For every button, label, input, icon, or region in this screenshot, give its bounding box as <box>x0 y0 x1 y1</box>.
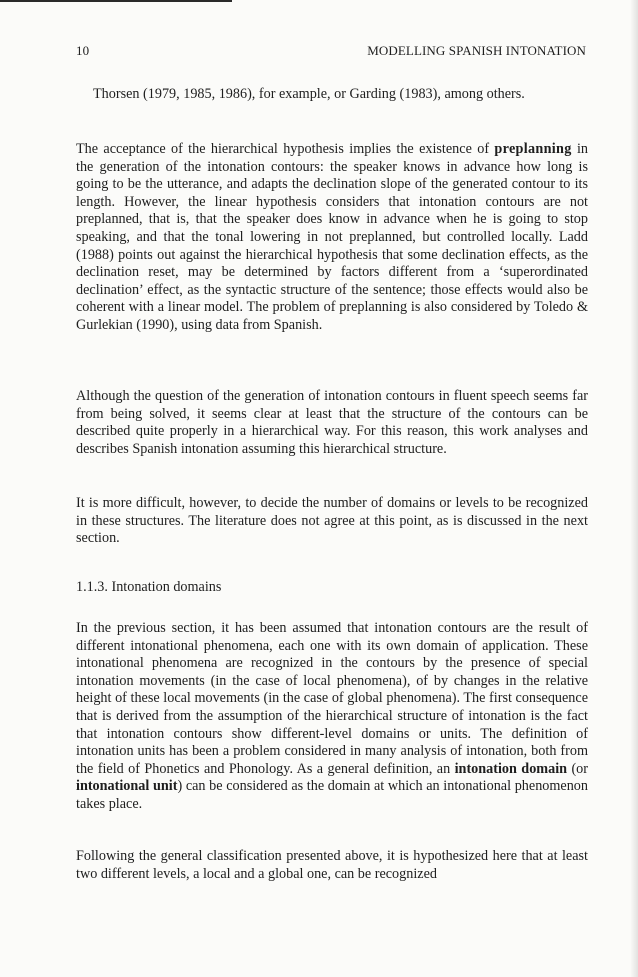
paragraph-intonation-domains <box>76 620 588 814</box>
section-heading: 1.1.3. Intonation domains <box>76 579 222 595</box>
term-intonational-unit: intonational unit <box>76 778 178 795</box>
page-edge-shadow <box>630 0 638 977</box>
paragraph-levels: Following the general classification presented above, it is hypothesized here that at least two different levels, a local and a global one, can be recognized <box>76 848 588 882</box>
paragraph-text: In the previous section, it has been assumed that intonation contours are the result of different intonational phenomena, each one with its own domain of application. These intonational phenomena are recognized in the contours by the presence of special intonation movements (in the case of local phenomena), of by changes in the relative height of these local movements (in the case of global phenomena). The first consequence that is derived from the assumption of the hierarchical structure of intonation is the fact that intonation contours show different-level domains or units. The definition of intonation units has been a problem considered in many analysis of intonation, both from the field of Phonetics and Phonology. As a general definition, an <box>76 620 588 777</box>
paragraph-domains-number: It is more difficult, however, to decide the number of domains or levels to be recognized in these structures. The literature does not agree at this point, as is discussed in the next section. <box>76 495 588 547</box>
term-preplanning: preplanning <box>494 141 572 157</box>
page-number: 10 <box>76 43 90 58</box>
top-rule <box>0 0 232 2</box>
paragraph-text: in the generation of the intonation contours: the speaker knows in advance how long is going to be the utterance, and adapts the declination slope of the generated contour to its length. However, the linear hypothesis considers that intonation contours are not preplanned, that is, that the speaker does know in advance when he is going to stop speaking, and that the tonal lowering in not preplanned, but controlled locally. Ladd (1988) points out against the hierarchical hypothesis that some declination effects, as the declination reset, may be determined by factors different from a ‘superordinated declination’ effect, as the syntactic structure of the sentence; those effects would also be coherent with a linear model. The problem of preplanning is also considered by Toledo & Gurlekian (1990), using data from Spanish. <box>76 141 588 333</box>
running-title: MODELLING SPANISH INTONATION <box>367 43 586 58</box>
running-head <box>76 43 586 59</box>
paragraph-text: The acceptance of the hierarchical hypothesis implies the existence of <box>76 141 495 157</box>
paragraph-text: ) can be considered as the domain at which an intonational phenomenon takes place. <box>76 778 588 812</box>
paragraph-text: (or <box>567 760 589 777</box>
paragraph-hierarchical-structure: Although the question of the generation of intonation contours in fluent speech seems far from being solved, it seems clear at least that the structure of the contours can be described quite properly in a hierarchical way. For this reason, this work analyses and describes Spanish intonation assuming this hierarchical structure. <box>76 388 588 457</box>
term-intonation-domain: intonation domain <box>454 760 568 777</box>
paragraph-preplanning <box>76 141 588 335</box>
continuation-paragraph: Thorsen (1979, 1985, 1986), for example, or Garding (1983), among others. <box>93 86 525 102</box>
